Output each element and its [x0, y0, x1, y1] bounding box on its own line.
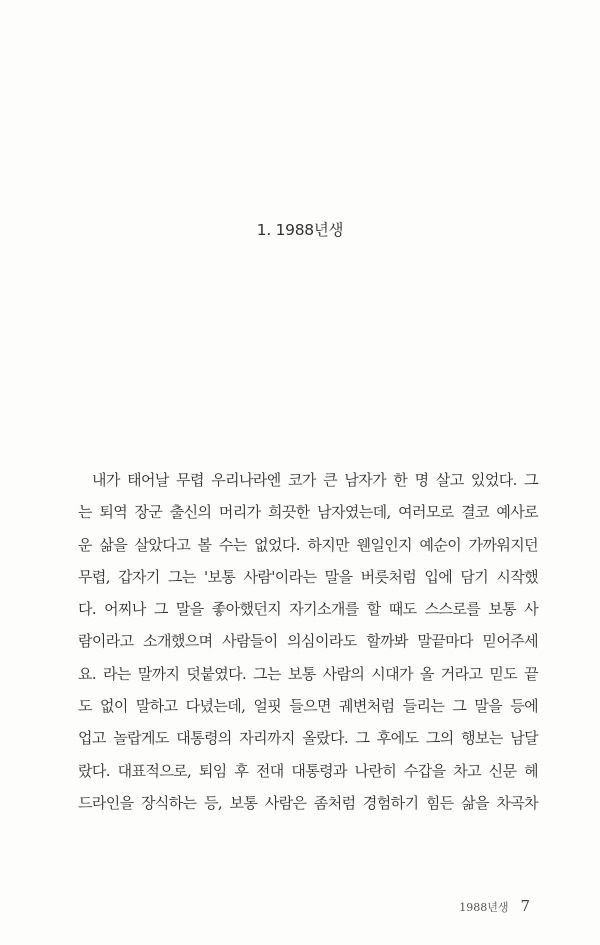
chapter-title: 1. 1988년생 [256, 221, 344, 239]
page-number: 7 [520, 897, 530, 915]
text-line: 드라인을 장식하는 등, 보통 사람은 좀처럼 경험하기 힘든 삶을 차곡차 [78, 793, 538, 812]
text-line: 람이라고 소개했으며 사람들이 의심이라도 할까봐 말끝마다 믿어주세 [78, 632, 538, 651]
text-line: 다. 어찌나 그 말을 좋아했던지 자기소개를 할 때도 스스로를 보통 사 [78, 600, 538, 619]
running-title: 1988년생 [459, 901, 509, 914]
text-line: 내가 태어날 무렵 우리나라엔 코가 큰 남자가 한 명 살고 있었다. 그 [92, 471, 538, 489]
body-text [78, 464, 538, 819]
text-line: 랐다. 대표적으로, 퇴임 후 전대 대통령과 나란히 수갑을 차고 신문 헤 [78, 761, 538, 780]
text-line: 무렵, 갑자기 그는 '보통 사람'이라는 말을 버릇처럼 입에 담기 시작했 [78, 567, 538, 586]
text-line: 운 삶을 살았다고 볼 수는 없었다. 하지만 웬일인지 예순이 가까워지던 [78, 535, 538, 554]
text-line: 요. 라는 말까지 덧붙였다. 그는 보통 사람의 시대가 올 거라고 믿도 끝 [78, 664, 538, 683]
text-line: 도 없이 말하고 다녔는데, 얼핏 들으면 궤변처럼 들리는 그 말을 등에 [78, 697, 538, 716]
text-line: 는 퇴역 장군 출신의 머리가 희끗한 남자였는데, 여러모로 결코 예사로 [78, 503, 538, 522]
page-footer [459, 897, 530, 915]
text-line: 업고 놀랍게도 대통령의 자리까지 올랐다. 그 후에도 그의 행보는 남달 [78, 729, 538, 748]
